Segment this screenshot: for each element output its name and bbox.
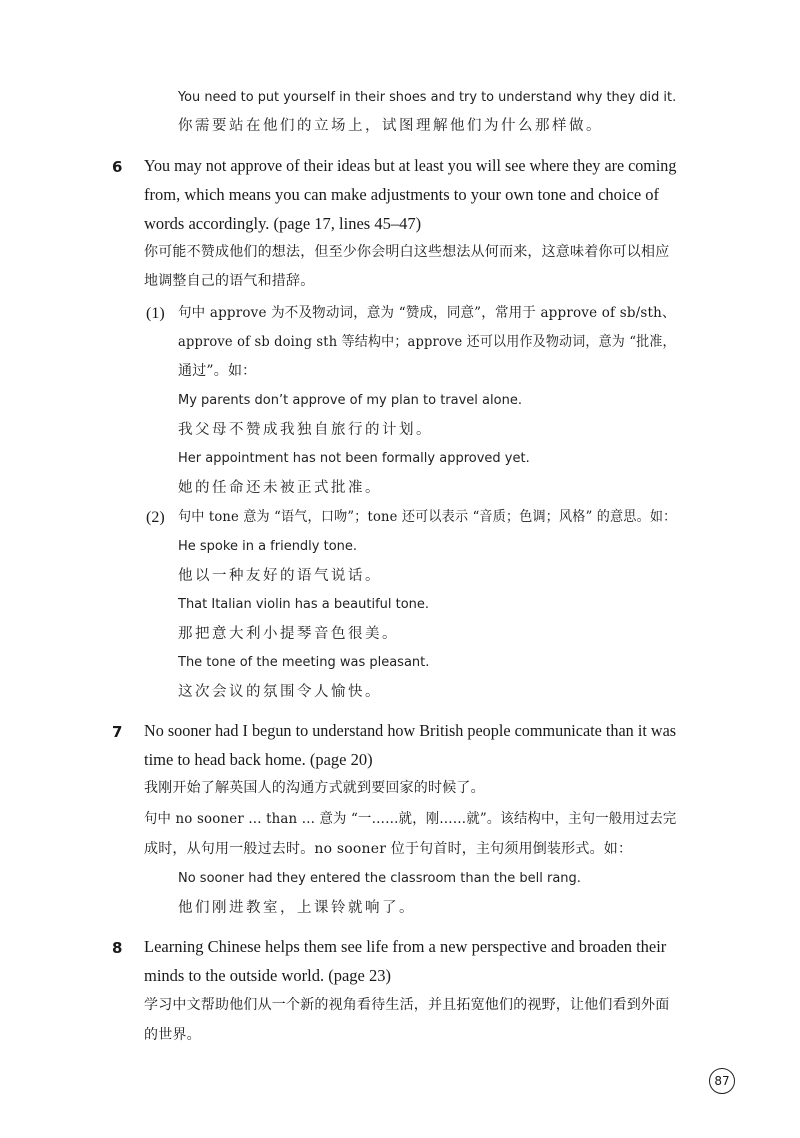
item-7-cn-line-3: 成时，从句用一般过去时。no sooner 位于句首时，主句须用倒装形式。如：: [144, 841, 633, 857]
item-6-sub-1-line-3: 通过”。如：: [178, 363, 257, 379]
item-8-en-line-2: minds to the outside world. (page 23): [144, 966, 392, 985]
top-example-cn: 你需要站在他们的立场上，试图理解他们为什么那样做。: [178, 118, 603, 134]
item-7-example-1: No sooner had they entered the classroom than the bell rang.: [178, 871, 581, 886]
item-6-en-line-2: from, which means you can make adjustments to your own tone and choice of: [144, 185, 660, 204]
item-6-sub-1-example-4: 她的任命还未被正式批准。: [178, 480, 382, 496]
item-6-sub-1-example-3: Her appointment has not been formally approved yet.: [178, 451, 530, 466]
item-8-cn-line-1: 学习中文帮助他们从一个新的视角看待生活，并且拓宽他们的视野，让他们看到外面: [144, 997, 670, 1013]
item-6-sub-2-example-3: That Italian violin has a beautiful tone.: [178, 597, 430, 612]
page-number: 87: [714, 1074, 730, 1088]
item-6-sub-2-example-4: 那把意大利小提琴音色很美。: [178, 626, 399, 642]
item-6-sub-2-example-6: 这次会议的氛围令人愉快。: [178, 684, 382, 700]
item-6-sub-1-example-1: My parents don’t approve of my plan to travel alone.: [178, 393, 522, 408]
item-7-example-2: 他们刚进教室，上课铃就响了。: [178, 900, 416, 916]
item-6-sub-1-example-2: 我父母不赞成我独自旅行的计划。: [178, 422, 433, 438]
item-6-cn-line-1: 你可能不赞成他们的想法，但至少你会明白这些想法从何而来，这意味着你可以相应: [144, 244, 670, 260]
item-6-sub-2-line-1: 句中 tone 意为 “语气，口吻”；tone 还可以表示 “音质；色调；风格” 的意思。如：: [178, 509, 677, 525]
item-6-en-line-3: words accordingly. (page 17, lines 45–47): [144, 214, 422, 233]
item-6-sub-2-label: (2): [146, 509, 165, 526]
item-8-cn-line-2: 的世界。: [144, 1027, 201, 1043]
top-example-en: You need to put yourself in their shoes and try to understand why they did it.: [178, 90, 677, 105]
item-6-en-line-1: You may not approve of their ideas but at least you will see where they are coming: [144, 156, 677, 175]
item-6-cn-line-2: 地调整自己的语气和措辞。: [144, 273, 315, 289]
item-7-cn-line-1: 我刚开始了解英国人的沟通方式就到要回家的时候了。: [144, 780, 485, 796]
item-6-sub-1-line-2: approve of sb doing sth 等结构中；approve 还可以用作及物动词，意为 “批准，: [178, 334, 676, 350]
item-7-cn-line-2: 句中 no sooner ... than ... 意为 “一……就，刚……就”。该结构中，主句一般用过去完: [144, 811, 677, 827]
item-6-sub-1-line-1: 句中 approve 为不及物动词，意为 “赞成，同意”，常用于 approve of sb/sth、: [178, 305, 676, 321]
item-6-sub-2-example-5: The tone of the meeting was pleasant.: [178, 655, 430, 670]
item-7-number: 7: [112, 723, 123, 741]
item-8-number: 8: [112, 939, 123, 957]
page-number-badge: [709, 1068, 735, 1094]
item-7-en-line-1: No sooner had I begun to understand how British people communicate than it was: [144, 721, 677, 740]
item-7-en-line-2: time to head back home. (page 20): [144, 750, 373, 769]
item-6-sub-1-label: (1): [146, 305, 165, 322]
item-6-number: 6: [112, 158, 123, 176]
item-6-sub-2-example-2: 他以一种友好的语气说话。: [178, 568, 382, 584]
item-8-en-line-1: Learning Chinese helps them see life from a new perspective and broaden their: [144, 937, 667, 956]
item-6-sub-2-example-1: He spoke in a friendly tone.: [178, 539, 358, 554]
